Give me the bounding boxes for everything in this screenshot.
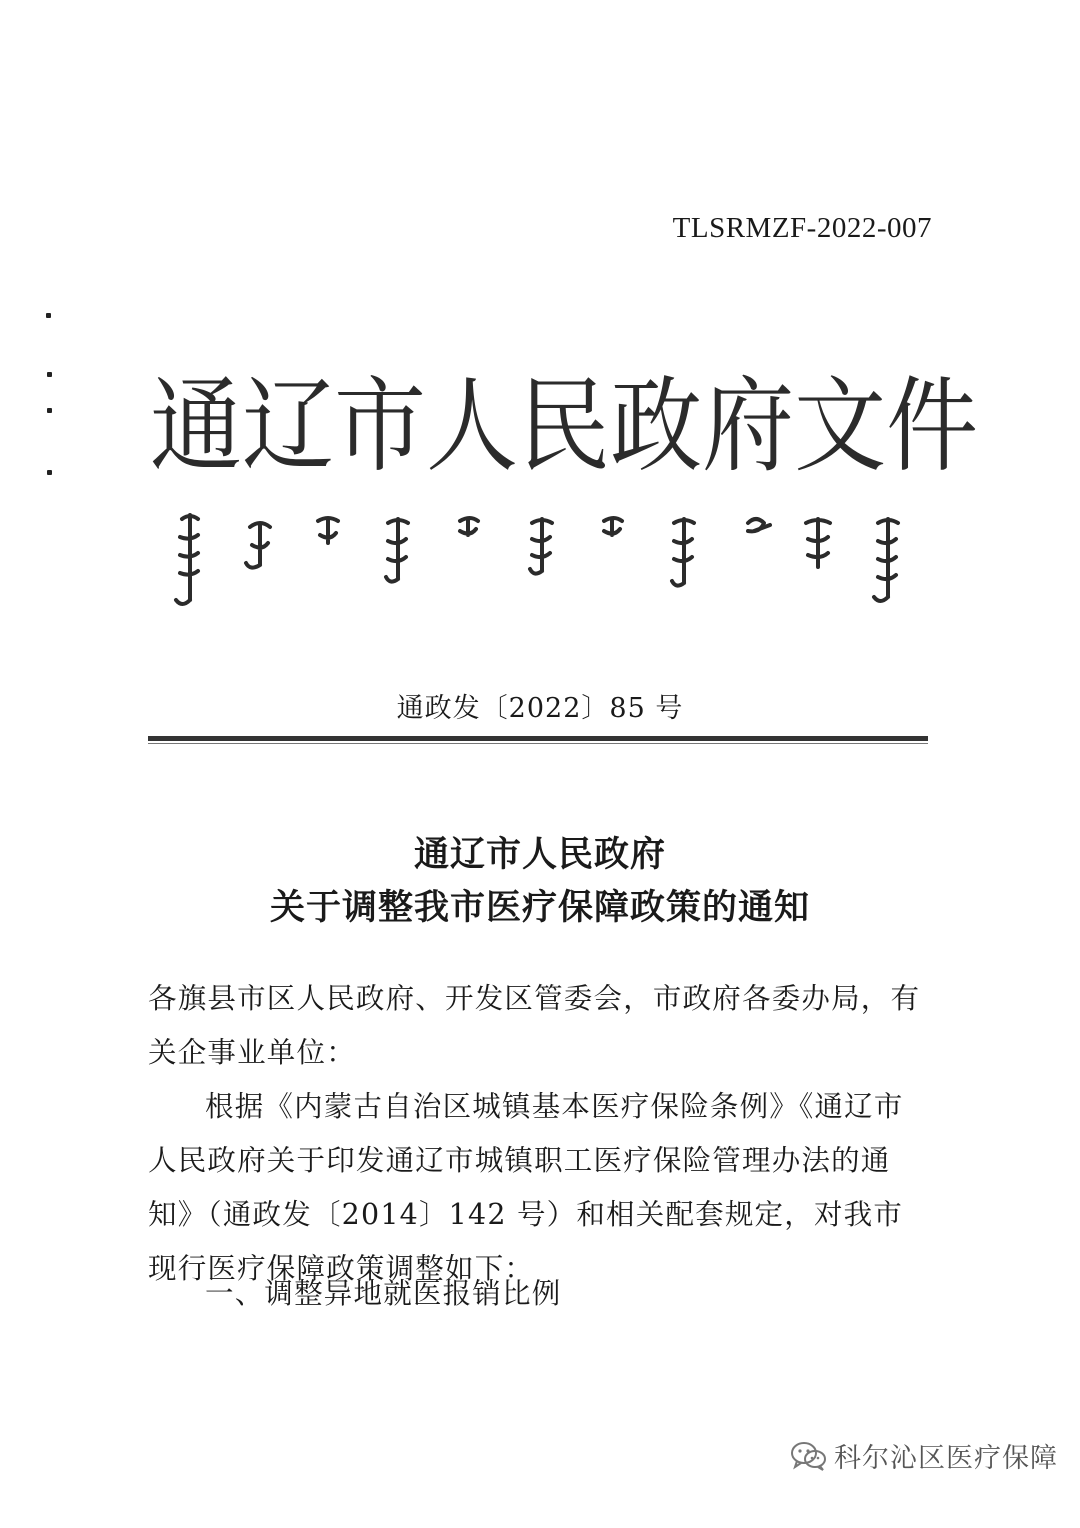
margin-mark	[47, 408, 52, 413]
header-char: 文	[794, 366, 887, 486]
header-separator-rule	[148, 736, 928, 741]
header-char: 辽	[242, 366, 335, 486]
header-char: 人	[426, 366, 519, 486]
notice-title-line1: 通辽市人民政府	[413, 834, 666, 875]
header-char: 件	[886, 366, 979, 486]
header-char: 政	[610, 366, 703, 486]
notice-title-line2: 关于调整我市医疗保障政策的通知	[269, 887, 810, 928]
header-char: 市	[334, 366, 427, 486]
margin-mark	[46, 313, 51, 318]
watermark	[790, 1436, 1058, 1475]
header-char: 民	[518, 366, 611, 486]
margin-mark	[47, 470, 52, 475]
header-char: 通	[150, 366, 243, 486]
header-char: 府	[702, 366, 795, 486]
document-number: 通政发〔2022〕85 号	[396, 693, 684, 724]
mongolian-script-header	[170, 505, 910, 615]
document-code: TLSRMZF-2022-007	[672, 212, 932, 244]
wechat-icon	[790, 1440, 828, 1472]
addressee-paragraph: 各旗县市区人民政府、开发区管委会，市政府各委办局，有关企事业单位：	[148, 982, 921, 1069]
margin-mark	[47, 372, 52, 377]
header-separator-rule-thin	[148, 743, 928, 744]
intro-paragraph: 根据《内蒙古自治区城镇基本医疗保险条例》《通辽市人民政府关于印发通辽市城镇职工医疗保险管理办法的通知》（通政发〔2014〕142 号）和相关配套规定，对我市现行医疗保障政策调整如下：	[148, 1090, 904, 1285]
watermark-text: 科尔沁区医疗保障	[834, 1443, 1058, 1474]
document-header-title	[150, 365, 979, 488]
section-one-heading: 一、调整异地就医报销比例	[205, 1277, 562, 1310]
